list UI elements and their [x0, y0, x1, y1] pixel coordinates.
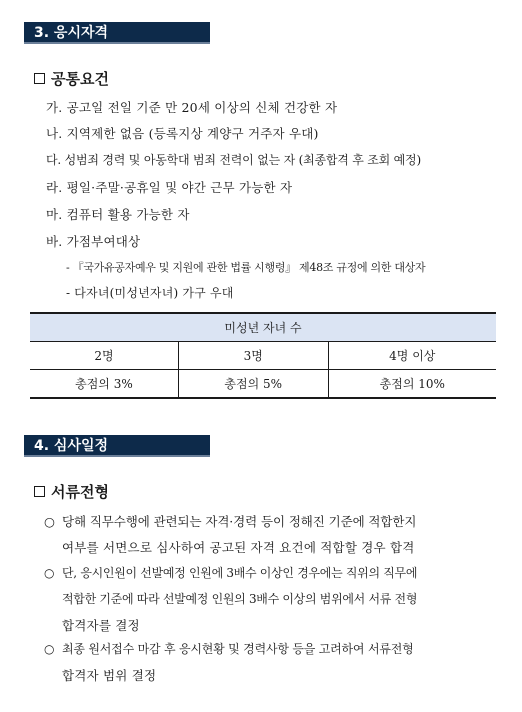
checkbox-square-icon [34, 486, 45, 497]
table-value-cell: 총점의 3% [30, 370, 178, 399]
subhead-common-requirements [34, 68, 109, 89]
section-3-header: 3. 응시자격 [24, 22, 210, 44]
screening-line: 합격자 범위 결정 [62, 668, 157, 683]
requirement-item: 바. 가점부여대상 [46, 234, 141, 249]
subhead-label: 공통요건 [51, 70, 109, 88]
circle-bullet-icon: ○ [44, 642, 55, 656]
checkbox-square-icon [34, 73, 45, 84]
bonus-ratio-table [30, 312, 496, 399]
bonus-subitem: - 다자녀(미성년자녀) 가구 우대 [66, 286, 234, 300]
requirement-item: 마. 컴퓨터 활용 가능한 자 [46, 207, 190, 222]
bonus-subitem: - 『국가유공자예우 및 지원에 관한 법률 시행령』 제48조 규정에 의한 대상자 [66, 261, 426, 274]
circle-bullet-icon: ○ [44, 514, 55, 529]
table-header-cell: 미성년 자녀 수 [30, 313, 496, 342]
requirement-item: 다. 성범죄 경력 및 아동학대 범죄 전력이 없는 자 (최종합격 후 조회 예정) [46, 153, 421, 167]
table-column-cell: 4명 이상 [328, 342, 496, 370]
screening-line: ○ 최종 원서접수 마감 후 응시현황 및 경력사항 등을 고려하여 서류전형 [44, 642, 414, 656]
requirement-item: 가. 공고일 전일 기준 만 20세 이상의 신체 건강한 자 [46, 100, 338, 115]
circle-bullet-icon: ○ [44, 566, 55, 580]
section-4-header: 4. 심사일정 [24, 435, 210, 457]
subhead-document-screening [34, 481, 109, 502]
screening-line: ○ 당해 직무수행에 관련되는 자격·경력 등이 정해진 기준에 적합한지 [44, 514, 417, 529]
table-column-cell: 3명 [178, 342, 328, 370]
table-value-cell: 총점의 5% [178, 370, 328, 399]
screening-line: 합격자를 결정 [62, 618, 140, 633]
table-column-cell: 2명 [30, 342, 178, 370]
screening-line: 여부를 서면으로 심사하여 공고된 자격 요건에 적합할 경우 합격 [62, 540, 415, 555]
table-value-cell: 총점의 10% [328, 370, 496, 399]
subhead-label: 서류전형 [51, 483, 109, 501]
screening-line: ○ 단, 응시인원이 선발예정 인원에 3배수 이상인 경우에는 직위의 직무에 [44, 566, 418, 580]
requirement-item: 라. 평일·주말·공휴일 및 야간 근무 가능한 자 [46, 180, 293, 195]
requirement-item: 나. 지역제한 없음 (등록지상 계양구 거주자 우대) [46, 126, 319, 141]
screening-line: 적합한 기준에 따라 선발예정 인원의 3배수 이상의 범위에서 서류 전형 [62, 592, 418, 606]
